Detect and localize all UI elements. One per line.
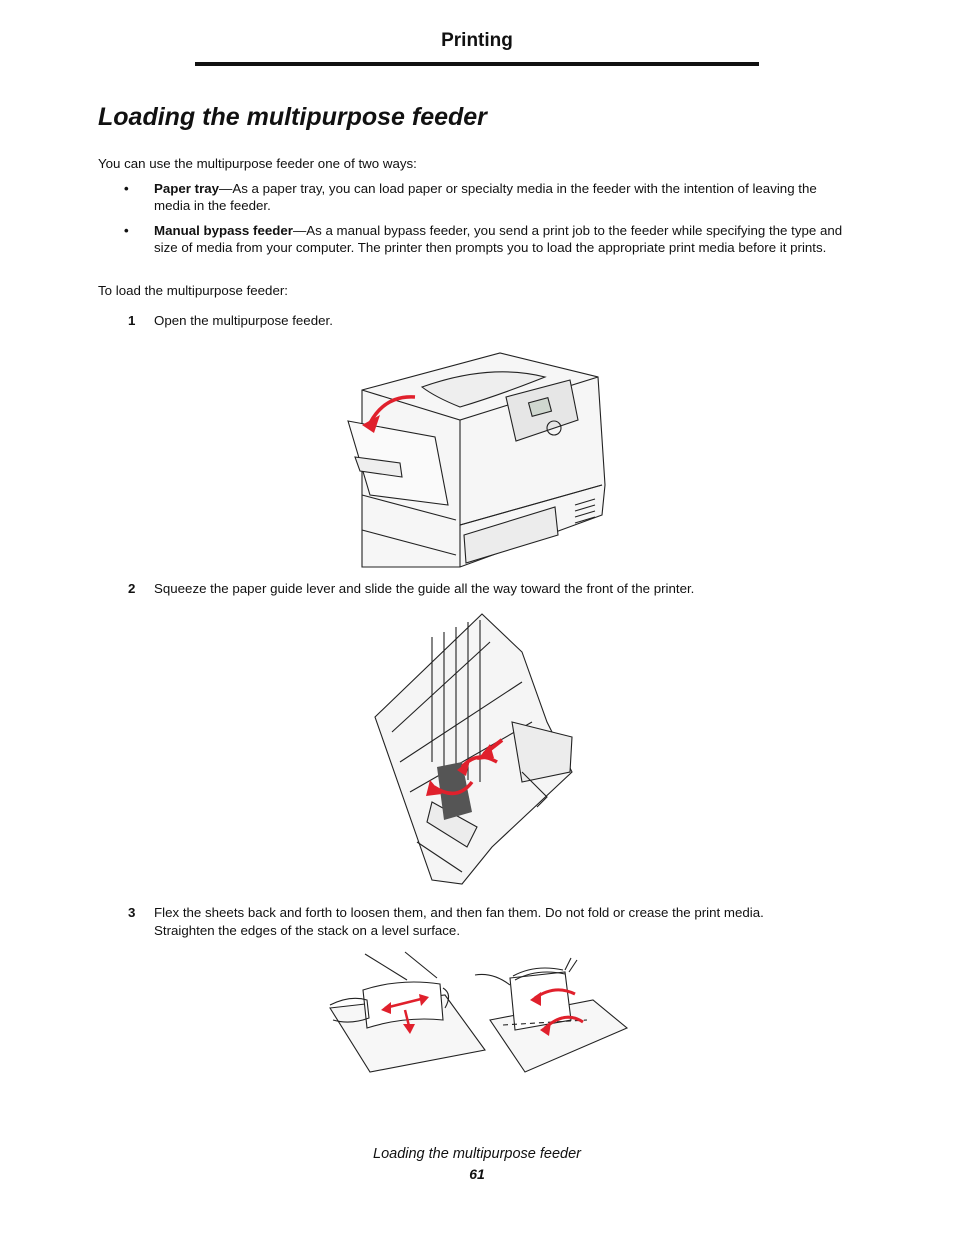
step-number: 2 — [128, 581, 136, 596]
step-text: Flex the sheets back and forth to loosen them, and then fan them. Do not fold or crease the print media. Straighten the edges of the stack on a level surface. — [154, 905, 764, 938]
header-rule — [195, 62, 759, 66]
bullet-term: Manual bypass feeder — [154, 223, 293, 238]
step-text: Open the multipurpose feeder. — [154, 313, 333, 328]
step-number: 3 — [128, 905, 136, 920]
step-text: Squeeze the paper guide lever and slide the guide all the way toward the front of the printer. — [154, 581, 695, 596]
flex-fan-media-illustration — [325, 950, 630, 1075]
page-number: 61 — [469, 1166, 485, 1182]
paper-guide-lever-illustration — [372, 612, 582, 892]
step-number: 1 — [128, 313, 136, 328]
bullet-term: Paper tray — [154, 181, 220, 196]
printer-feeder-open-illustration — [340, 345, 610, 570]
lead-in-paragraph: To load the multipurpose feeder: — [98, 283, 288, 298]
page-title: Loading the multipurpose feeder — [98, 103, 487, 131]
bullet-text: —As a paper tray, you can load paper or specialty media in the feeder with the intention of leaving the media in the feeder. — [154, 181, 817, 213]
footer-title: Loading the multipurpose feeder — [373, 1146, 581, 1162]
running-header: Printing — [441, 30, 513, 51]
bullet-dot: • — [124, 223, 129, 238]
intro-paragraph: You can use the multipurpose feeder one of two ways: — [98, 156, 417, 171]
bullet-dot: • — [124, 181, 129, 196]
bullet-text: —As a manual bypass feeder, you send a print job to the feeder while specifying the type and size of media from your computer. The printer then prompts you to load the appropriate print media before it prints. — [154, 223, 843, 255]
